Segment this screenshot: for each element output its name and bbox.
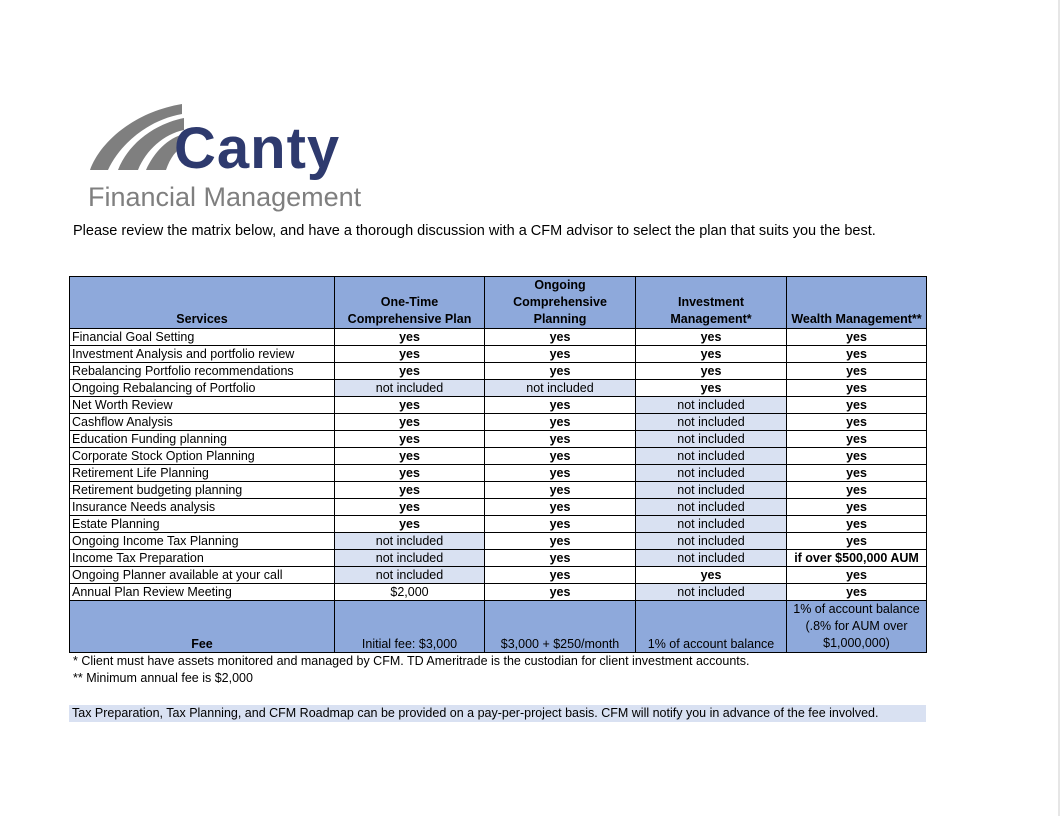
fee-label: Fee xyxy=(70,601,335,653)
table-row xyxy=(70,414,927,431)
plan-value-cell: not included xyxy=(636,431,787,448)
plan-value-cell: yes xyxy=(636,363,787,380)
table-row xyxy=(70,584,927,601)
plan-value-cell: yes xyxy=(485,567,636,584)
plan-value-cell: not included xyxy=(335,533,485,550)
company-logo xyxy=(86,98,404,216)
service-name-cell: Rebalancing Portfolio recommendations xyxy=(70,363,335,380)
table-row xyxy=(70,516,927,533)
footnote-2: ** Minimum annual fee is $2,000 xyxy=(73,671,253,685)
header-ongoing-planning: Ongoing Comprehensive Planning xyxy=(485,277,636,329)
plan-value-cell: yes xyxy=(335,346,485,363)
fee-value-cell: Initial fee: $3,000 xyxy=(335,601,485,653)
plan-value-cell: yes xyxy=(485,397,636,414)
header-row xyxy=(70,277,927,329)
logo-subtitle: Financial Management xyxy=(88,182,362,212)
service-name-cell: Ongoing Income Tax Planning xyxy=(70,533,335,550)
plan-value-cell: not included xyxy=(636,397,787,414)
plan-value-cell: yes xyxy=(787,431,927,448)
table-row xyxy=(70,397,927,414)
table-row xyxy=(70,499,927,516)
plan-value-cell: not included xyxy=(636,414,787,431)
service-name-cell: Income Tax Preparation xyxy=(70,550,335,567)
plan-value-cell: not included xyxy=(335,550,485,567)
plan-value-cell: yes xyxy=(787,584,927,601)
table-row xyxy=(70,482,927,499)
fee-value-cell: 1% of account balance (.8% for AUM over $1,000,000) xyxy=(787,601,927,653)
table-row xyxy=(70,465,927,482)
plan-value-cell: yes xyxy=(787,397,927,414)
plan-value-cell: yes xyxy=(335,414,485,431)
services-matrix xyxy=(69,276,927,653)
plan-value-cell: yes xyxy=(485,499,636,516)
plan-value-cell: yes xyxy=(787,380,927,397)
table-row xyxy=(70,431,927,448)
plan-value-cell: yes xyxy=(485,482,636,499)
plan-value-cell: yes xyxy=(787,414,927,431)
plan-value-cell: yes xyxy=(787,329,927,346)
plan-value-cell: yes xyxy=(636,380,787,397)
pay-per-project-banner: Tax Preparation, Tax Planning, and CFM Roadmap can be provided on a pay-per-project basis. CFM will notify you in advance of the fee involved. xyxy=(69,705,926,722)
plan-value-cell: yes xyxy=(485,363,636,380)
footnotes xyxy=(73,653,749,687)
plan-value-cell: yes xyxy=(485,414,636,431)
table-row xyxy=(70,567,927,584)
plan-value-cell: not included xyxy=(636,448,787,465)
plan-value-cell: yes xyxy=(335,329,485,346)
plan-value-cell: not included xyxy=(636,482,787,499)
plan-value-cell: if over $500,000 AUM xyxy=(787,550,927,567)
plan-value-cell: yes xyxy=(485,346,636,363)
table-row xyxy=(70,329,927,346)
table-row xyxy=(70,346,927,363)
plan-value-cell: not included xyxy=(636,550,787,567)
service-name-cell: Corporate Stock Option Planning xyxy=(70,448,335,465)
plan-value-cell: not included xyxy=(335,567,485,584)
plan-value-cell: $2,000 xyxy=(335,584,485,601)
plan-value-cell: yes xyxy=(787,567,927,584)
intro-text: Please review the matrix below, and have a thorough discussion with a CFM advisor to select the plan that suits you the best. xyxy=(73,223,876,239)
service-name-cell: Ongoing Planner available at your call xyxy=(70,567,335,584)
fee-value-cell: 1% of account balance xyxy=(636,601,787,653)
service-name-cell: Cashflow Analysis xyxy=(70,414,335,431)
plan-value-cell: yes xyxy=(335,465,485,482)
service-name-cell: Ongoing Rebalancing of Portfolio xyxy=(70,380,335,397)
service-name-cell: Retirement budgeting planning xyxy=(70,482,335,499)
service-name-cell: Insurance Needs analysis xyxy=(70,499,335,516)
plan-value-cell: yes xyxy=(485,584,636,601)
service-name-cell: Net Worth Review xyxy=(70,397,335,414)
plan-value-cell: yes xyxy=(787,482,927,499)
plan-value-cell: not included xyxy=(485,380,636,397)
table-row xyxy=(70,380,927,397)
plan-value-cell: yes xyxy=(485,448,636,465)
plan-value-cell: yes xyxy=(787,516,927,533)
plan-value-cell: not included xyxy=(636,533,787,550)
table-row xyxy=(70,533,927,550)
plan-value-cell: yes xyxy=(335,516,485,533)
plan-value-cell: yes xyxy=(787,465,927,482)
plan-value-cell: yes xyxy=(787,533,927,550)
service-name-cell: Financial Goal Setting xyxy=(70,329,335,346)
table-row xyxy=(70,550,927,567)
plan-value-cell: yes xyxy=(485,550,636,567)
plan-value-cell: not included xyxy=(636,584,787,601)
plan-value-cell: yes xyxy=(335,397,485,414)
logo-wordmark: Canty xyxy=(174,116,341,181)
plan-value-cell: not included xyxy=(636,465,787,482)
fee-value-cell: $3,000 + $250/month xyxy=(485,601,636,653)
header-wealth-management: Wealth Management** xyxy=(787,277,927,329)
plan-value-cell: not included xyxy=(335,380,485,397)
plan-value-cell: yes xyxy=(335,431,485,448)
service-name-cell: Education Funding planning xyxy=(70,431,335,448)
footnote-1: * Client must have assets monitored and managed by CFM. TD Ameritrade is the custodian for client investment accounts. xyxy=(73,654,750,668)
service-name-cell: Investment Analysis and portfolio review xyxy=(70,346,335,363)
plan-value-cell: yes xyxy=(787,363,927,380)
plan-value-cell: yes xyxy=(485,516,636,533)
plan-value-cell: yes xyxy=(485,533,636,550)
plan-value-cell: yes xyxy=(335,448,485,465)
service-name-cell: Estate Planning xyxy=(70,516,335,533)
header-services: Services xyxy=(70,277,335,329)
plan-value-cell: yes xyxy=(787,346,927,363)
fee-row xyxy=(70,601,927,653)
plan-value-cell: yes xyxy=(485,431,636,448)
header-one-time-plan: One-Time Comprehensive Plan xyxy=(335,277,485,329)
plan-value-cell: yes xyxy=(485,465,636,482)
header-investment-management: Investment Management* xyxy=(636,277,787,329)
service-name-cell: Retirement Life Planning xyxy=(70,465,335,482)
plan-value-cell: yes xyxy=(485,329,636,346)
plan-value-cell: yes xyxy=(636,329,787,346)
plan-value-cell: yes xyxy=(335,363,485,380)
plan-value-cell: not included xyxy=(636,516,787,533)
plan-value-cell: yes xyxy=(636,567,787,584)
plan-value-cell: not included xyxy=(636,499,787,516)
plan-value-cell: yes xyxy=(787,448,927,465)
table-row xyxy=(70,448,927,465)
plan-value-cell: yes xyxy=(787,499,927,516)
service-name-cell: Annual Plan Review Meeting xyxy=(70,584,335,601)
table-row xyxy=(70,363,927,380)
plan-value-cell: yes xyxy=(335,482,485,499)
plan-value-cell: yes xyxy=(335,499,485,516)
plan-value-cell: yes xyxy=(636,346,787,363)
